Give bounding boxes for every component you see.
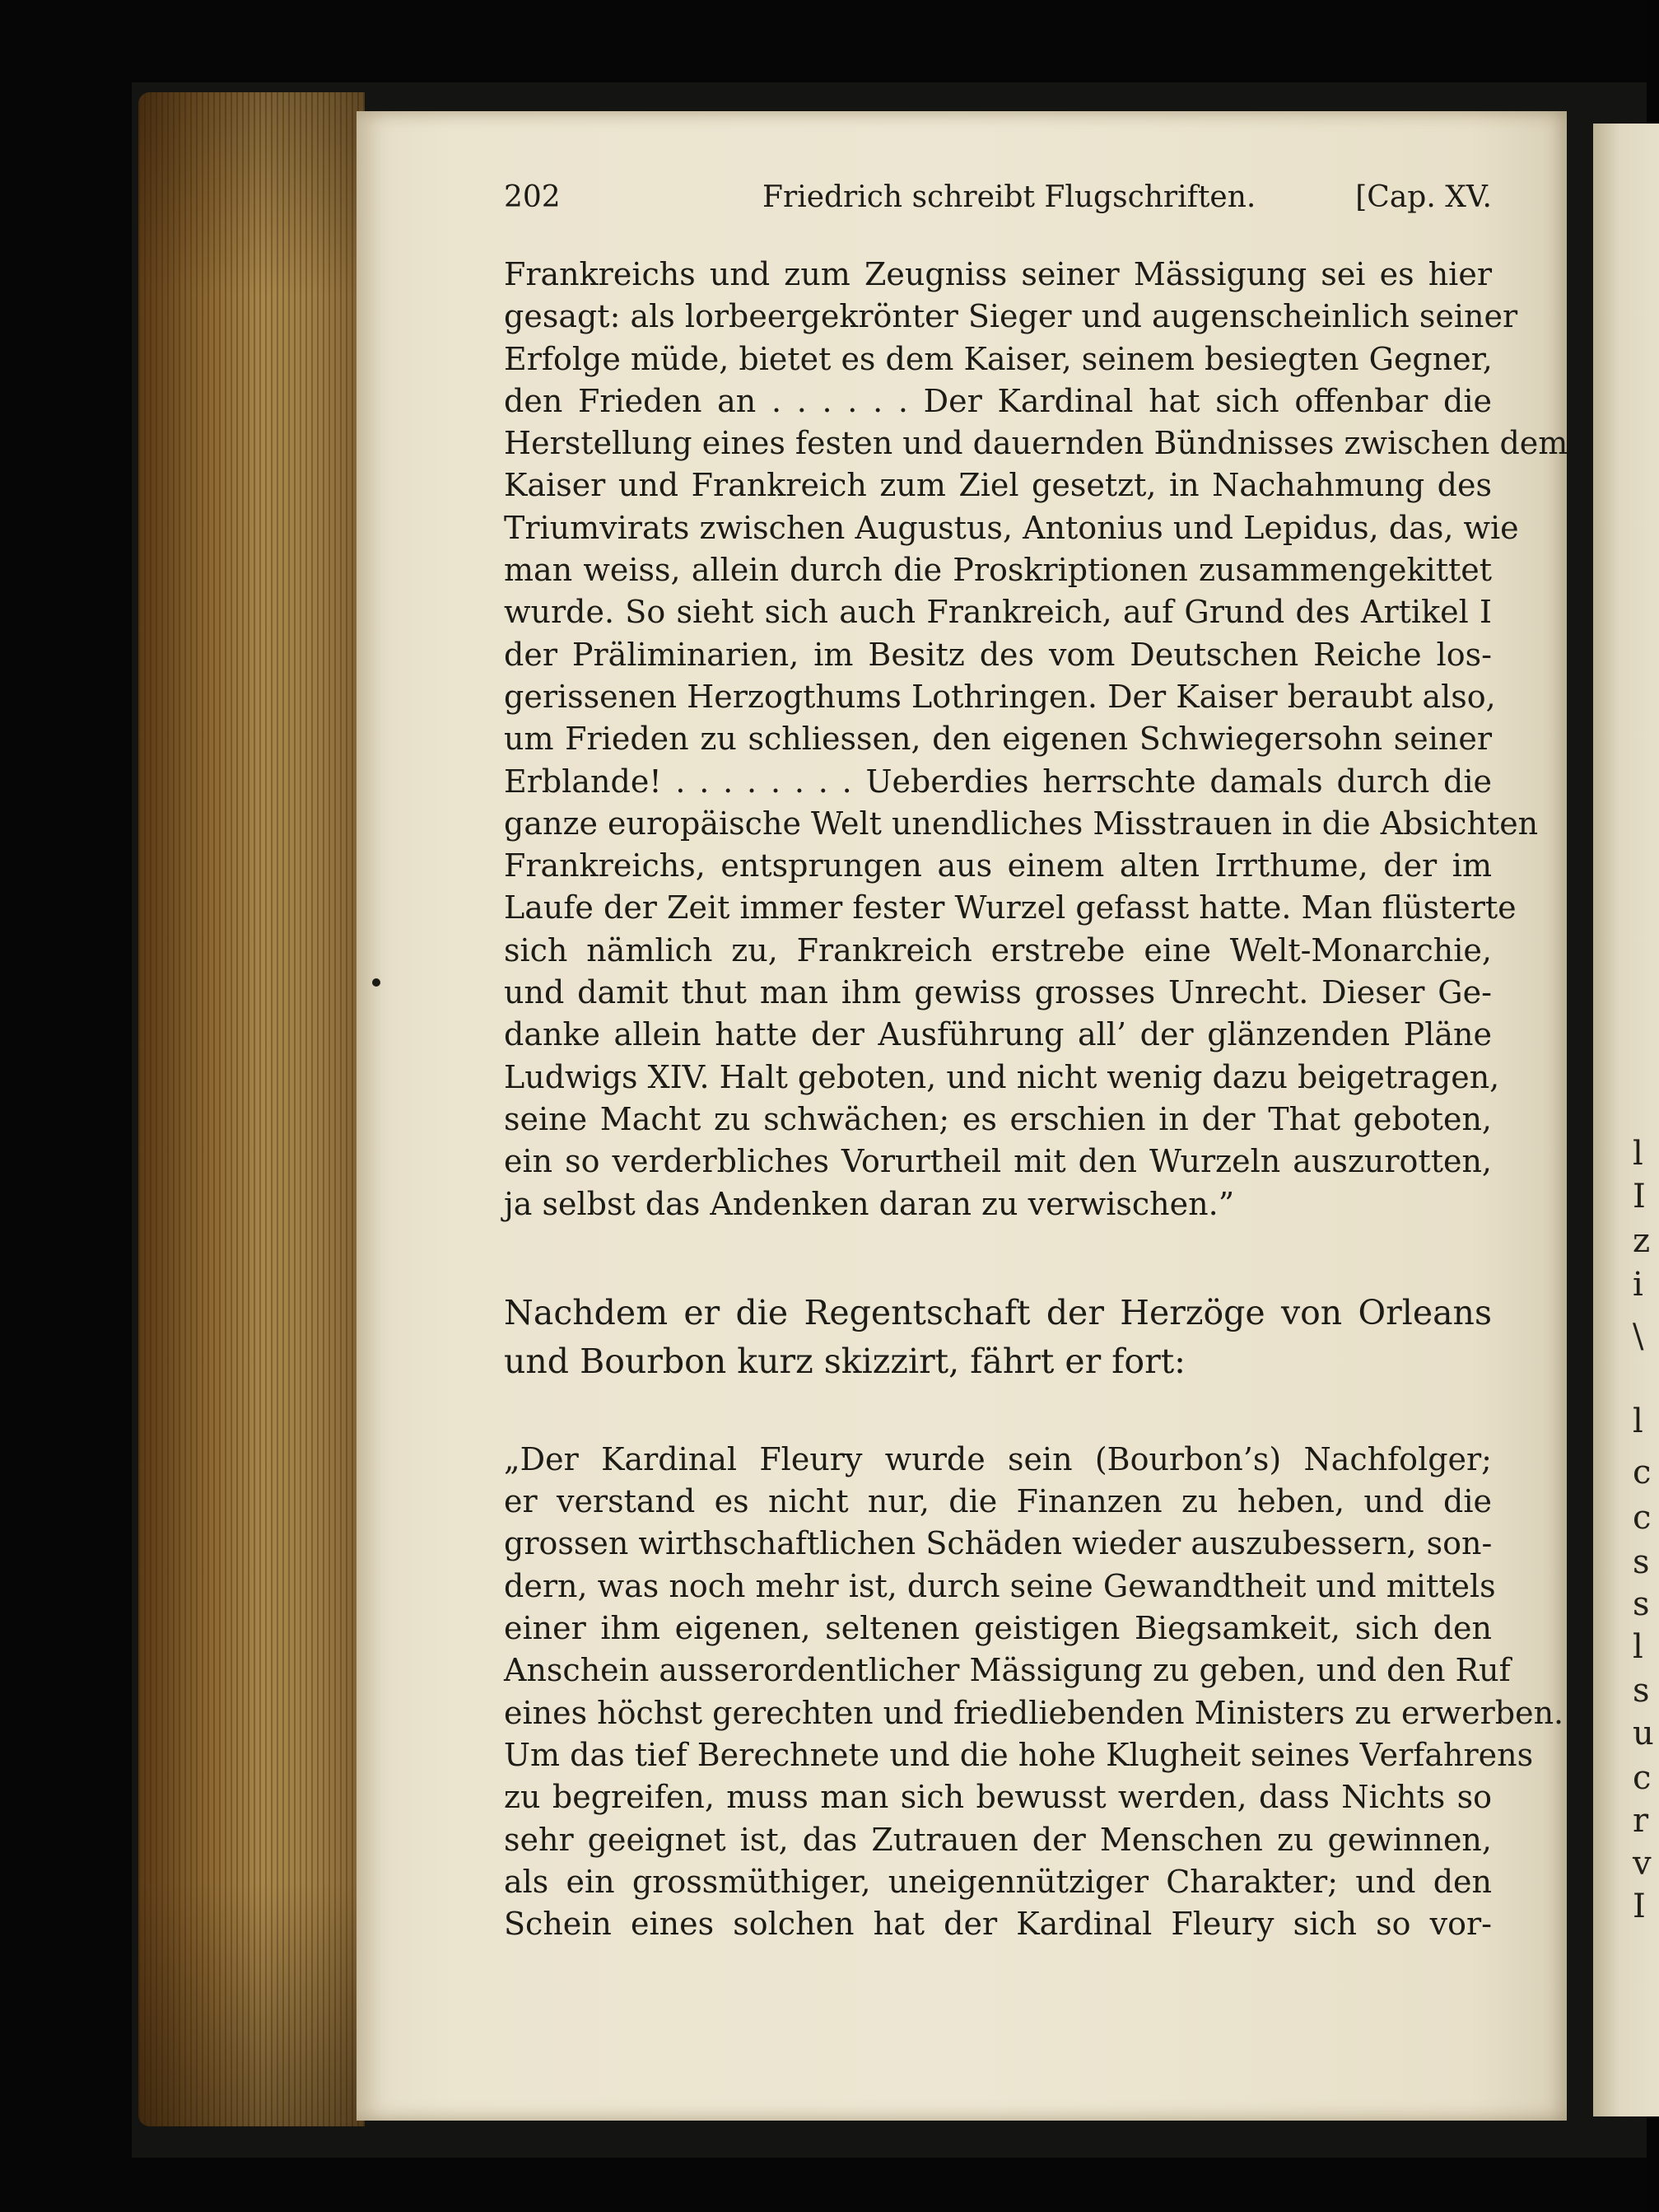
text-line: Erfolge müde, bietet es dem Kaiser, seinem besiegten Gegner, — [504, 340, 1493, 377]
text-line: er verstand es nicht nur, die Finanzen zu heben, und die — [504, 1483, 1492, 1520]
text-line: gesagt: als lorbeergekrönter Sieger und augenscheinlich seiner — [504, 298, 1518, 335]
text-line: grossen wirthschaftlichen Schäden wieder auszubessern, son- — [504, 1525, 1493, 1562]
text-line: danke allein hatte der Ausführung all’ der glänzenden Pläne — [504, 1016, 1492, 1053]
text-line: Herstellung eines festen und dauernden Bündnisses zwischen dem — [504, 425, 1568, 462]
facing-page-fragment: c — [1633, 1759, 1652, 1797]
text-line: um Frieden zu schliessen, den eigenen Schwiegersohn seiner — [504, 721, 1492, 758]
running-head — [504, 173, 1492, 222]
text-line: einer ihm eigenen, seltenen geistigen Biegsamkeit, sich den — [504, 1610, 1492, 1647]
text-line: der Präliminarien, im Besitz des vom Deutschen Reiche los- — [504, 636, 1492, 673]
facing-page-fragment: s — [1633, 1585, 1650, 1623]
text-line: Frankreichs, entsprungen aus einem alten Irrthume, der im — [504, 847, 1492, 884]
text-line: eines höchst gerechten und friedliebenden Ministers zu erwerben. — [504, 1694, 1564, 1731]
facing-page-fragment: r — [1633, 1802, 1649, 1840]
text-line: den Frieden an . . . . . . Der Kardinal hat sich offenbar die — [504, 382, 1492, 419]
facing-page-fragment: \ — [1633, 1318, 1644, 1356]
facing-page-fragment: I — [1633, 1888, 1646, 1925]
text-line: Anschein ausserordentlicher Mässigung zu geben, und den Ruf — [504, 1652, 1511, 1689]
text-line: Frankreichs und zum Zeugniss seiner Mässigung sei es hier — [504, 256, 1492, 292]
text-line: Erblande! . . . . . . . . Ueberdies herrschte damals durch die — [504, 763, 1492, 800]
text-line: ein so verderbliches Vorurtheil mit den Wurzeln auszurotten, — [504, 1143, 1492, 1180]
paragraph-narration — [504, 1289, 1492, 1386]
facing-page-fragment: l — [1633, 1628, 1643, 1666]
paragraph-quote-end — [504, 254, 1568, 1225]
page-fore-edge — [138, 92, 365, 2126]
text-line: gerissenen Herzogthums Lothringen. Der Kaiser beraubt also, — [504, 678, 1496, 715]
facing-page-fragment: z — [1633, 1222, 1651, 1260]
text-line: „Der Kardinal Fleury wurde sein (Bourbon’s) Nachfolger; — [504, 1440, 1492, 1477]
facing-page-edge — [1593, 124, 1659, 2116]
text-line: wurde. So sieht sich auch Frankreich, auf Grund des Artikel I — [504, 594, 1492, 631]
text-line: Schein eines solchen hat der Kardinal Fleury sich so vor- — [504, 1906, 1492, 1943]
text-line: und damit thut man ihm gewiss grosses Unrecht. Dieser Ge- — [504, 974, 1492, 1011]
text-line: sich nämlich zu, Frankreich erstrebe eine Welt-Monarchie, — [504, 931, 1492, 968]
facing-page-fragment: c — [1633, 1454, 1652, 1491]
text-line: Kaiser und Frankreich zum Ziel gesetzt, in Nachahmung des — [504, 467, 1492, 504]
text-line: als ein grossmüthiger, uneigennütziger Charakter; und den — [504, 1863, 1492, 1900]
text-line: Um das tief Berechnete und die hohe Klugheit seines Verfahrens — [504, 1736, 1534, 1773]
facing-page-fragment: u — [1633, 1715, 1654, 1752]
facing-page-fragment: s — [1633, 1672, 1650, 1710]
facing-page-fragment: i — [1633, 1266, 1643, 1304]
chapter-marker: [Cap. XV. — [1355, 180, 1492, 214]
facing-page-fragment: l — [1633, 1402, 1643, 1440]
paragraph-quote-fleury — [504, 1439, 1564, 1946]
running-title: Friedrich schreibt Flugschriften. — [762, 180, 1256, 214]
text-line: Ludwigs XIV. Halt geboten, und nicht wenig dazu beigetragen, — [504, 1058, 1500, 1095]
text-line: Nachdem er die Regentschaft der Herzöge von Orleans — [504, 1292, 1492, 1332]
text-line: dern, was noch mehr ist, durch seine Gewandtheit und mittels — [504, 1567, 1496, 1604]
text-line: zu begreifen, muss man sich bewusst werden, dass Nichts so — [504, 1779, 1492, 1816]
text-line: Triumvirats zwischen Augustus, Antonius und Lepidus, das, wie — [504, 509, 1519, 546]
text-line: Laufe der Zeit immer fester Wurzel gefasst hatte. Man flüsterte — [504, 889, 1517, 926]
facing-page-fragment: s — [1633, 1543, 1650, 1581]
page-number: 202 — [504, 180, 561, 214]
margin-spot — [372, 978, 380, 987]
facing-page-fragment: v — [1633, 1845, 1652, 1883]
text-line: ganze europäische Welt unendliches Misstrauen in die Absichten — [504, 805, 1539, 842]
text-line: sehr geeignet ist, das Zutrauen der Menschen zu gewinnen, — [504, 1821, 1492, 1858]
facing-page-fragment: c — [1633, 1499, 1652, 1537]
text-line: man weiss, allein durch die Proskriptionen zusammengekittet — [504, 552, 1492, 589]
facing-page-fragment: I — [1633, 1178, 1646, 1216]
text-line: seine Macht zu schwächen; es erschien in der That geboten, — [504, 1100, 1492, 1137]
text-column — [504, 173, 1568, 1945]
text-line: ja selbst das Andenken daran zu verwischen.” — [504, 1185, 1235, 1222]
facing-page-fragment: l — [1633, 1135, 1643, 1173]
text-line: und Bourbon kurz skizzirt, fährt er fort: — [504, 1341, 1186, 1381]
